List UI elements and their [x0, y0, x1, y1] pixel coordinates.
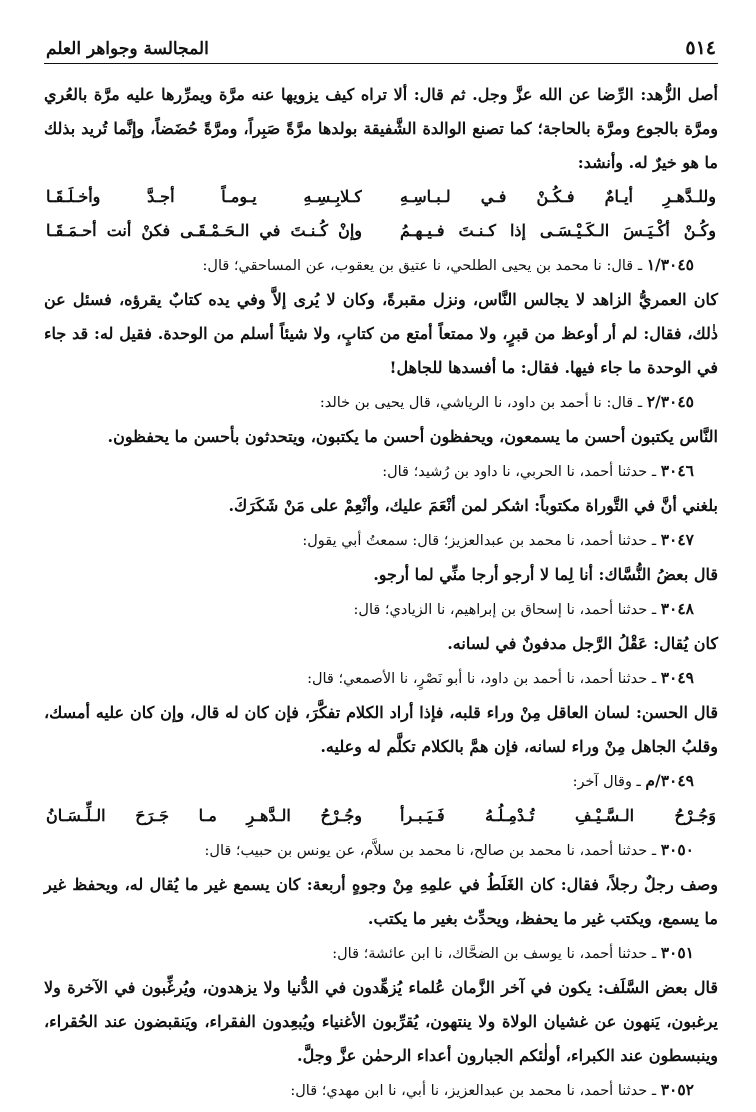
- isnad-text: ـ وقال آخر:: [572, 774, 641, 790]
- isnad-line: [44, 833, 718, 868]
- book-title: المجالسة وجواهر العلم: [46, 39, 209, 59]
- isnad-line: [44, 248, 718, 283]
- text-paragraph: بلغني أنَّ في التَّوراة مكتوباً: اشكر لمن أنْعَمَ عليك، وأنْعِمْ على مَنْ شَكَرَكَ.: [228, 496, 718, 515]
- poem-verse: [44, 180, 718, 214]
- isnad-text: ـ حدثنا أحمد، نا محمد بن عبدالعزيز؛ قال: سمعتُ أبي يقول:: [302, 533, 657, 549]
- isnad-line: [44, 1073, 718, 1108]
- isnad-line: [44, 661, 718, 696]
- verse-first-hemistich: وكُـنْ أكْـيَـسَ الـكَـيْـسَـى إذا كـنـتَ فـيـهـمُ: [400, 221, 716, 240]
- verse-first-hemistich: وَجُـرْحُ الـسَّـيْـفِ تُـدْمِـلُـهُ فَـيَـبـرأ: [400, 806, 716, 825]
- hadith-number: ٣٠٤٧: [660, 530, 694, 549]
- isnad-line: [44, 523, 718, 558]
- isnad-line: [44, 385, 718, 420]
- hadith-number: ٣٠٤٨: [660, 599, 694, 618]
- text-paragraph: أصل الزُّهد: الرِّضا عن الله عزَّ وجل. ثم قال: ألا تراه كيف يزويها عنه مرَّة ويمرِّرها عليه مرَّة بالعُري ومرَّة بالجوع ومرَّة بالحاجة؛ كما تصنع الوالدة الشَّفيقة بولدها مرَّةً صَبِراً، ومرَّةً حُضَضاً، وإنَّما تُريد بذلك ما هو خيرٌ له. وأنشد:: [44, 85, 718, 172]
- page-number: ٥١٤: [685, 37, 716, 59]
- text-paragraph: النَّاس يكتبون أحسن ما يسمعون، ويحفظون أحسن ما يكتبون، ويتحدثون بأحسن ما يحفظون.: [107, 427, 718, 446]
- text-paragraph: كان يُقال: عَقْلُ الرَّجل مدفونٌ في لسانه.: [447, 634, 718, 653]
- verse-second-hemistich: كـلابِـسِـهِ يـومـاً أجـدَّ وأخـلَـقَـا: [46, 187, 362, 206]
- hadith-number: ٣٠٤٩: [660, 668, 694, 687]
- text-paragraph: قال بعض السَّلَف: يكون في آخر الزَّمان عُلماء يُزهِّدون في الدُّنيا ولا يزهدون، ويُرغِّبون في الآخرة ولا يرغبون، يَنهون عن غشيان الولاة ولا ينتهون، يُقرِّبون الأغنياء ويُبعِدون الفقراء، ويَنقبضون عند الحُقراء، وينبسطون عند الكبراء، أولٰئكم الجبارون أعداء الرحمٰن عزَّ وجلَّ.: [44, 978, 718, 1065]
- hadith-number: ٣٠٤٩/م: [645, 771, 694, 790]
- isnad-line: [44, 936, 718, 971]
- verse-first-hemistich: وللـدَّهـرِ أيـامٌ فـكُـنْ فـي لـبـاسِـهِ: [400, 187, 716, 206]
- hadith-number: ٣٠٥٠: [660, 840, 694, 859]
- isnad-line: [44, 592, 718, 627]
- isnad-text: ـ قال: نا أحمد بن داود، نا الرياشي، قال يحيى بن خالد:: [319, 395, 643, 411]
- isnad-text: ـ حدثنا أحمد، نا أحمد بن داود، نا أبو نَصْرٍ، نا الأصمعي؛ قال:: [307, 671, 657, 687]
- page-body: [44, 78, 718, 1108]
- isnad-text: ـ حدثنا أحمد، نا إسحاق بن إبراهيم، نا الزيادي؛ قال:: [353, 602, 657, 618]
- poem-verse: [44, 799, 718, 833]
- isnad-text: ـ حدثنا أحمد، نا محمد بن عبدالعزيز، نا أبي، نا ابن مهدي؛ قال:: [290, 1083, 657, 1099]
- hadith-number: ٢/٣٠٤٥: [646, 392, 694, 411]
- isnad-text: ـ حدثنا أحمد، نا الحربي، نا داود بن رُشيد؛ قال:: [382, 464, 657, 480]
- isnad-text: ـ قال: نا محمد بن يحيى الطلحي، نا عتيق بن يعقوب، عن المساحقي؛ قال:: [202, 258, 643, 274]
- isnad-text: ـ حدثنا أحمد، نا محمد بن صالح، نا محمد بن سلاَّم، عن يونس بن حبيب؛ قال:: [204, 843, 657, 859]
- document-page: [44, 30, 718, 1108]
- text-paragraph: وصف رجلٌ رجلاً، فقال: كان الغَلَطُ في علمِهِ مِنْ وجوهٍ أربعة: كان يسمع غير ما يُقال له، ويحفظ غير ما يسمع، ويكتب غير ما يحفظ، ويحدِّث بغير ما يكتب.: [44, 875, 718, 928]
- isnad-text: ـ حدثنا أحمد، نا يوسف بن الضحَّاك، نا ابن عائشة؛ قال:: [332, 946, 657, 962]
- hadith-number: ١/٣٠٤٥: [646, 255, 694, 274]
- hadith-number: ٣٠٤٦: [660, 461, 694, 480]
- text-paragraph: قال الحسن: لسان العاقل مِنْ وراء قلبه، فإذا أراد الكلام تفكَّرَ، فإن كان له قال، وإن كان عليه أمسك، وقلبُ الجاهل مِنْ وراء لسانه، فإن همَّ بالكلام تكلَّم له وعليه.: [44, 703, 718, 756]
- isnad-line: [44, 454, 718, 489]
- text-paragraph: كان العمريُّ الزاهد لا يجالس النَّاس، ونزل مقبرةً، وكان لا يُرى إلاَّ وفي يده كتابٌ يقرؤه، فسئل عن ذٰلك، فقال: لم أر أوعظ من قبرٍ، ولا ممتعاً أمتع من كتابٍ، ولا شيئاً أسلم من الوحدة. فقيل له: قد جاء في الوحدة ما جاء فيها. فقال: ما أفسدها للجاهل!: [44, 290, 718, 377]
- running-header: [44, 30, 718, 64]
- isnad-line: [44, 764, 718, 799]
- poem-verse: [44, 214, 718, 248]
- verse-second-hemistich: وإنْ كُـنـتَ في الـحَـمْـقَـى فكنْ أنت أحـمَـقَـا: [46, 221, 362, 240]
- verse-second-hemistich: وجُـرْحُ الـدَّهـرِ مـا جَـرَحَ الـلِّـسَـانُ: [46, 806, 362, 825]
- text-paragraph: قال بعضُ النُّسَّاك: أنا لِما لا أرجو أرجا منِّي لما أرجو.: [373, 565, 718, 584]
- hadith-number: ٣٠٥١: [660, 943, 694, 962]
- hadith-number: ٣٠٥٢: [660, 1080, 694, 1099]
